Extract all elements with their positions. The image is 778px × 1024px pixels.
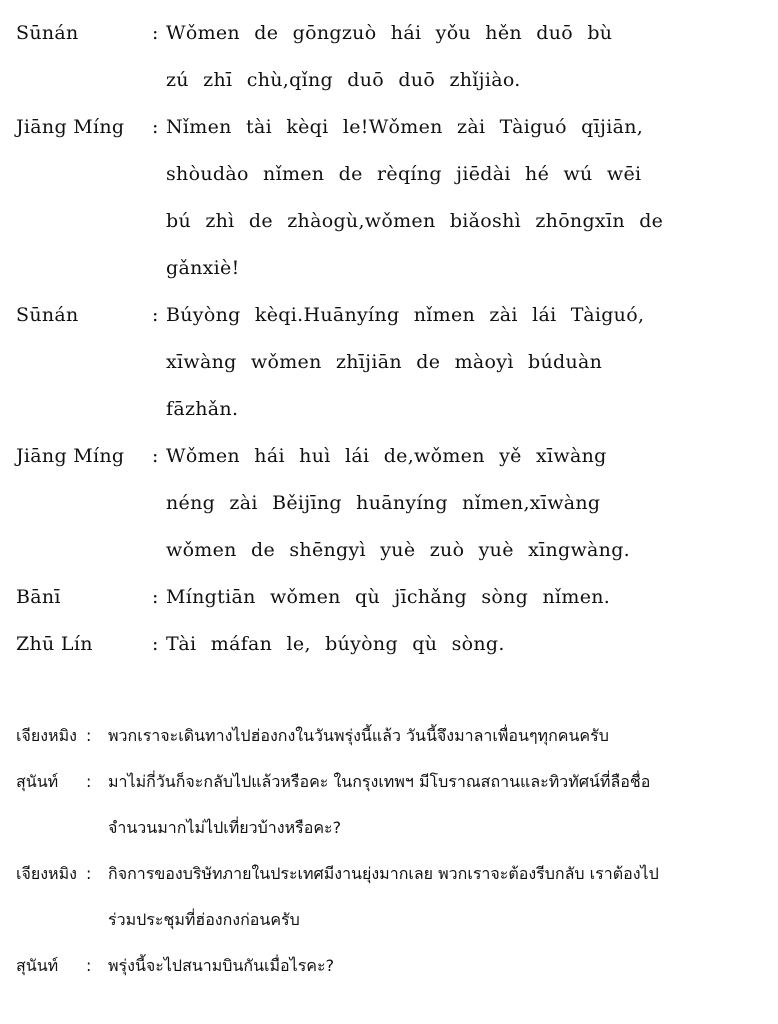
utterance-line: bú zhì de zhàogù,wǒmen biǎoshì zhōngxīn de <box>166 210 664 232</box>
speaker-colon: : <box>86 864 92 883</box>
utterance <box>108 759 761 851</box>
utterance-line: gǎnxiè! <box>166 257 240 279</box>
speaker-colon: : <box>86 726 92 745</box>
utterance <box>108 713 761 759</box>
dialogue-turn <box>16 292 756 433</box>
dialogue-turn <box>16 621 756 668</box>
utterance-line: Wǒmen de gōngzuò hái yǒu hěn duō bù <box>166 22 613 44</box>
dialogue-turn <box>16 10 756 104</box>
speaker-name: เจียงหมิง <box>16 726 77 745</box>
utterance <box>166 104 756 292</box>
dialogue-turn <box>16 759 761 851</box>
utterance-line: กิจการของบริษัทภายในประเทศมีงานยุ่งมากเลย พวกเราจะต้องรีบกลับ เราต้องไป <box>108 864 659 883</box>
speaker-colon: : <box>86 956 92 975</box>
utterance-line: ร่วมประชุมที่ฮ่องกงก่อนครับ <box>108 910 300 929</box>
dialogue-turn <box>16 851 761 943</box>
speaker-name: Sūnán <box>16 304 79 326</box>
speaker-name: เจียงหมิง <box>16 864 77 883</box>
pinyin-dialogue <box>16 10 756 668</box>
utterance-line: จำนวนมากไม่ไปเที่ยวบ้างหรือคะ? <box>108 818 342 837</box>
utterance <box>108 943 761 989</box>
speaker-colon: : <box>152 586 159 608</box>
utterance <box>166 574 756 621</box>
speaker-name: สุนันท์ <box>16 772 59 791</box>
utterance-line: Tài máfan le, búyòng qù sòng. <box>166 633 505 655</box>
dialogue-turn <box>16 104 756 292</box>
speaker-name: Jiāng Míng <box>16 445 125 467</box>
utterance-line: พวกเราจะเดินทางไปฮ่องกงในวันพรุ่งนี้แล้ว วันนี้จึงมาลาเพื่อนๆทุกคนครับ <box>108 726 609 745</box>
utterance-line: Nǐmen tài kèqi le!Wǒmen zài Tàiguó qījiān, <box>166 116 644 138</box>
utterance <box>108 851 761 943</box>
utterance-line: Míngtiān wǒmen qù jīchǎng sòng nǐmen. <box>166 586 611 608</box>
speaker-colon: : <box>152 116 159 138</box>
utterance-line: zú zhī chù,qǐng duō duō zhǐjiào. <box>166 69 521 91</box>
thai-dialogue <box>16 713 761 989</box>
utterance <box>166 433 756 574</box>
dialogue-turn <box>16 943 761 989</box>
utterance-line: มาไม่กี่วันก็จะกลับไปแล้วหรือคะ ในกรุงเทพฯ มีโบราณสถานและทิวทัศน์ที่ลือชื่อ <box>108 772 651 791</box>
utterance-line: wǒmen de shēngyì yuè zuò yuè xīngwàng. <box>166 539 631 561</box>
utterance-line: néng zài Běijīng huānyíng nǐmen,xīwàng <box>166 492 601 514</box>
utterance <box>166 10 756 104</box>
dialogue-turn <box>16 574 756 621</box>
speaker-name: Sūnán <box>16 22 79 44</box>
speaker-name: สุนันท์ <box>16 956 59 975</box>
utterance-line: xīwàng wǒmen zhījiān de màoyì búduàn <box>166 351 603 373</box>
dialogue-turn <box>16 433 756 574</box>
speaker-colon: : <box>86 772 92 791</box>
speaker-colon: : <box>152 445 159 467</box>
utterance-line: Búyòng kèqi.Huānyíng nǐmen zài lái Tàiguó, <box>166 304 645 326</box>
utterance-line: fāzhǎn. <box>166 398 239 420</box>
utterance <box>166 621 756 668</box>
utterance-line: shòudào nǐmen de rèqíng jiēdài hé wú wēi <box>166 163 642 185</box>
utterance-line: Wǒmen hái huì lái de,wǒmen yě xīwàng <box>166 445 607 467</box>
speaker-colon: : <box>152 22 159 44</box>
speaker-name: Zhū Lín <box>16 633 93 655</box>
speaker-name: Bānī <box>16 586 61 608</box>
speaker-name: Jiāng Míng <box>16 116 125 138</box>
utterance <box>166 292 756 433</box>
speaker-colon: : <box>152 633 159 655</box>
utterance-line: พรุ่งนี้จะไปสนามบินกันเมื่อไรคะ? <box>108 956 335 975</box>
speaker-colon: : <box>152 304 159 326</box>
dialogue-turn <box>16 713 761 759</box>
